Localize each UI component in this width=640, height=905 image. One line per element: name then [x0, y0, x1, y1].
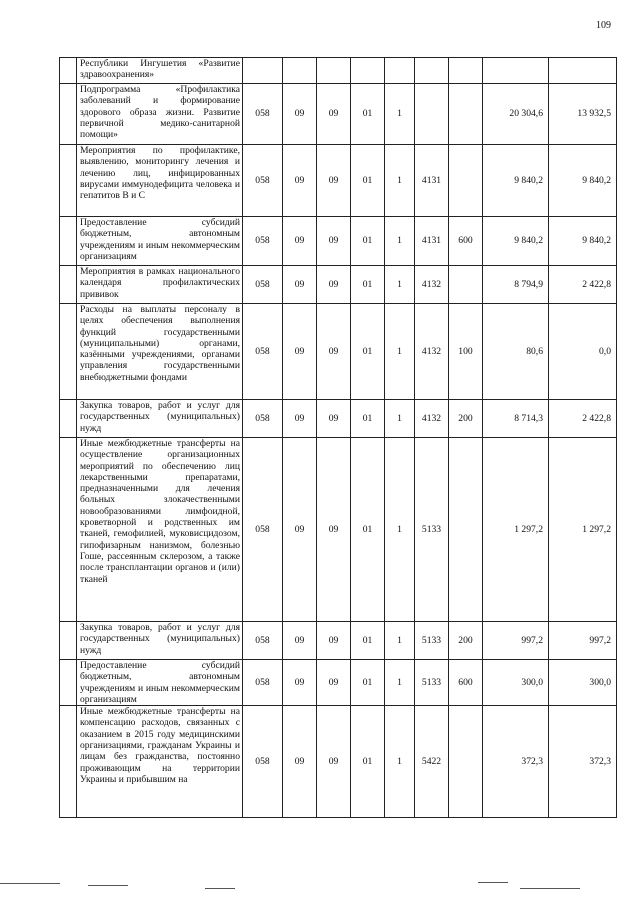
code-target: 5133	[415, 660, 449, 706]
code-subsection: 09	[317, 266, 351, 304]
amount-year-1: 997,2	[483, 622, 549, 660]
row-description: Республики Ингушетия «Развитие здравоохранения»	[77, 58, 243, 84]
code-grbs: 058	[243, 304, 283, 400]
code-program: 01	[351, 438, 385, 622]
row-index-cell	[60, 217, 77, 266]
code-expense-type	[449, 58, 483, 84]
code-target: 4132	[415, 304, 449, 400]
code-expense-type: 100	[449, 304, 483, 400]
amount-year-1: 9 840,2	[483, 145, 549, 217]
row-index-cell	[60, 145, 77, 217]
table-row	[60, 217, 617, 266]
amount-year-1: 300,0	[483, 660, 549, 706]
row-description: Предоставление субсидий бюджетным, автономным учреждениям и иным некоммерческим организациям	[77, 217, 243, 266]
table-row	[60, 145, 617, 217]
row-description: Подпрограмма «Профилактика заболеваний и формирование здорового образа жизни. Развитие первичной медико-санитарной помощи»	[77, 84, 243, 145]
row-index-cell	[60, 400, 77, 438]
code-expense-type: 600	[449, 217, 483, 266]
code-target: 5422	[415, 706, 449, 818]
amount-year-2: 13 932,5	[549, 84, 617, 145]
code-subsection: 09	[317, 660, 351, 706]
code-program: 01	[351, 84, 385, 145]
code-section: 09	[283, 400, 317, 438]
code-grbs: 058	[243, 84, 283, 145]
table-row	[60, 304, 617, 400]
code-section: 09	[283, 217, 317, 266]
code-subprogram: 1	[385, 660, 415, 706]
code-subprogram: 1	[385, 217, 415, 266]
code-grbs: 058	[243, 706, 283, 818]
code-subprogram: 1	[385, 706, 415, 818]
code-subprogram: 1	[385, 438, 415, 622]
code-subsection: 09	[317, 217, 351, 266]
row-index-cell	[60, 660, 77, 706]
amount-year-1	[483, 58, 549, 84]
row-index-cell	[60, 304, 77, 400]
code-program: 01	[351, 266, 385, 304]
code-section: 09	[283, 266, 317, 304]
code-subsection: 09	[317, 622, 351, 660]
code-subsection: 09	[317, 304, 351, 400]
code-program: 01	[351, 304, 385, 400]
code-program: 01	[351, 660, 385, 706]
code-expense-type	[449, 438, 483, 622]
code-expense-type	[449, 145, 483, 217]
code-subprogram: 1	[385, 622, 415, 660]
table-row	[60, 622, 617, 660]
code-target: 5133	[415, 622, 449, 660]
code-subsection: 09	[317, 145, 351, 217]
code-expense-type: 200	[449, 400, 483, 438]
code-section: 09	[283, 304, 317, 400]
code-grbs: 058	[243, 400, 283, 438]
code-subprogram: 1	[385, 84, 415, 145]
code-expense-type	[449, 84, 483, 145]
amount-year-1: 9 840,2	[483, 217, 549, 266]
row-description: Предоставление субсидий бюджетным, автономным учреждениям и иным некоммерческим организациям	[77, 660, 243, 706]
row-description: Закупка товаров, работ и услуг для государственных (муниципальных) нужд	[77, 400, 243, 438]
row-description: Иные межбюджетные трансферты на осуществление организационных мероприятий по обеспечению лиц лекарственными препаратами, предназначенными для лечения больных злокачественными новообразованиями лимфоидной, кроветворной и родственных им тканей, гемофилией, муковисцидозом, гипофизарным нанизмом, болезнью Гоше, рассеянным склерозом, а также после трансплантации органов и (или) тканей	[77, 438, 243, 622]
amount-year-1: 20 304,6	[483, 84, 549, 145]
code-section: 09	[283, 84, 317, 145]
amount-year-2: 300,0	[549, 660, 617, 706]
code-subsection: 09	[317, 706, 351, 818]
row-index-cell	[60, 84, 77, 145]
row-description: Иные межбюджетные трансферты на компенсацию расходов, связанных с оказанием в 2015 году медицинскими организациями, гражданам Украины и лицам без гражданства, постоянно проживающим на территории Украины и прибывшим на	[77, 706, 243, 818]
code-section: 09	[283, 622, 317, 660]
code-expense-type	[449, 266, 483, 304]
code-grbs: 058	[243, 145, 283, 217]
amount-year-2: 2 422,8	[549, 266, 617, 304]
code-target: 4131	[415, 217, 449, 266]
amount-year-2: 9 840,2	[549, 217, 617, 266]
code-subsection: 09	[317, 438, 351, 622]
row-description: Закупка товаров, работ и услуг для государственных (муниципальных) нужд	[77, 622, 243, 660]
amount-year-1: 8 714,3	[483, 400, 549, 438]
code-program	[351, 58, 385, 84]
row-description: Расходы на выплаты персоналу в целях обеспечения выполнения функций государственными (муниципальными) органами, казёнными учреждениями, органами управления государственными внебюджетными фондами	[77, 304, 243, 400]
row-index-cell	[60, 706, 77, 818]
code-subsection: 09	[317, 84, 351, 145]
code-program: 01	[351, 706, 385, 818]
code-section	[283, 58, 317, 84]
code-target: 4131	[415, 145, 449, 217]
table-row	[60, 266, 617, 304]
amount-year-2: 997,2	[549, 622, 617, 660]
code-grbs	[243, 58, 283, 84]
code-grbs: 058	[243, 266, 283, 304]
code-subprogram: 1	[385, 145, 415, 217]
table-row	[60, 84, 617, 145]
row-index-cell	[60, 438, 77, 622]
code-section: 09	[283, 706, 317, 818]
amount-year-1: 80,6	[483, 304, 549, 400]
amount-year-2	[549, 58, 617, 84]
amount-year-1: 372,3	[483, 706, 549, 818]
budget-table	[59, 57, 617, 818]
code-section: 09	[283, 145, 317, 217]
amount-year-2: 2 422,8	[549, 400, 617, 438]
amount-year-2: 372,3	[549, 706, 617, 818]
code-subprogram	[385, 58, 415, 84]
table-row	[60, 438, 617, 622]
code-expense-type: 200	[449, 622, 483, 660]
row-index-cell	[60, 58, 77, 84]
code-subsection: 09	[317, 400, 351, 438]
table-row	[60, 706, 617, 818]
code-program: 01	[351, 145, 385, 217]
code-subprogram: 1	[385, 304, 415, 400]
code-section: 09	[283, 438, 317, 622]
amount-year-2: 9 840,2	[549, 145, 617, 217]
code-target	[415, 84, 449, 145]
code-target: 5133	[415, 438, 449, 622]
amount-year-1: 8 794,9	[483, 266, 549, 304]
amount-year-2: 1 297,2	[549, 438, 617, 622]
code-target: 4132	[415, 400, 449, 438]
code-target	[415, 58, 449, 84]
row-index-cell	[60, 622, 77, 660]
code-grbs: 058	[243, 660, 283, 706]
code-program: 01	[351, 622, 385, 660]
page-number: 109	[596, 20, 611, 31]
code-grbs: 058	[243, 438, 283, 622]
code-expense-type	[449, 706, 483, 818]
amount-year-2: 0,0	[549, 304, 617, 400]
table-row	[60, 400, 617, 438]
row-description: Мероприятия по профилактике, выявлению, мониторингу лечения и лечению лиц, инфицированных вирусами иммунодефицита человека и гепатитов В и С	[77, 145, 243, 217]
code-section: 09	[283, 660, 317, 706]
code-grbs: 058	[243, 217, 283, 266]
amount-year-1: 1 297,2	[483, 438, 549, 622]
code-program: 01	[351, 400, 385, 438]
code-target: 4132	[415, 266, 449, 304]
code-subprogram: 1	[385, 400, 415, 438]
code-subsection	[317, 58, 351, 84]
table-row	[60, 660, 617, 706]
row-index-cell	[60, 266, 77, 304]
table-row	[60, 58, 617, 84]
code-grbs: 058	[243, 622, 283, 660]
code-expense-type: 600	[449, 660, 483, 706]
code-program: 01	[351, 217, 385, 266]
code-subprogram: 1	[385, 266, 415, 304]
row-description: Мероприятия в рамках национального календаря профилактических прививок	[77, 266, 243, 304]
footer-scan-lines	[0, 880, 640, 900]
